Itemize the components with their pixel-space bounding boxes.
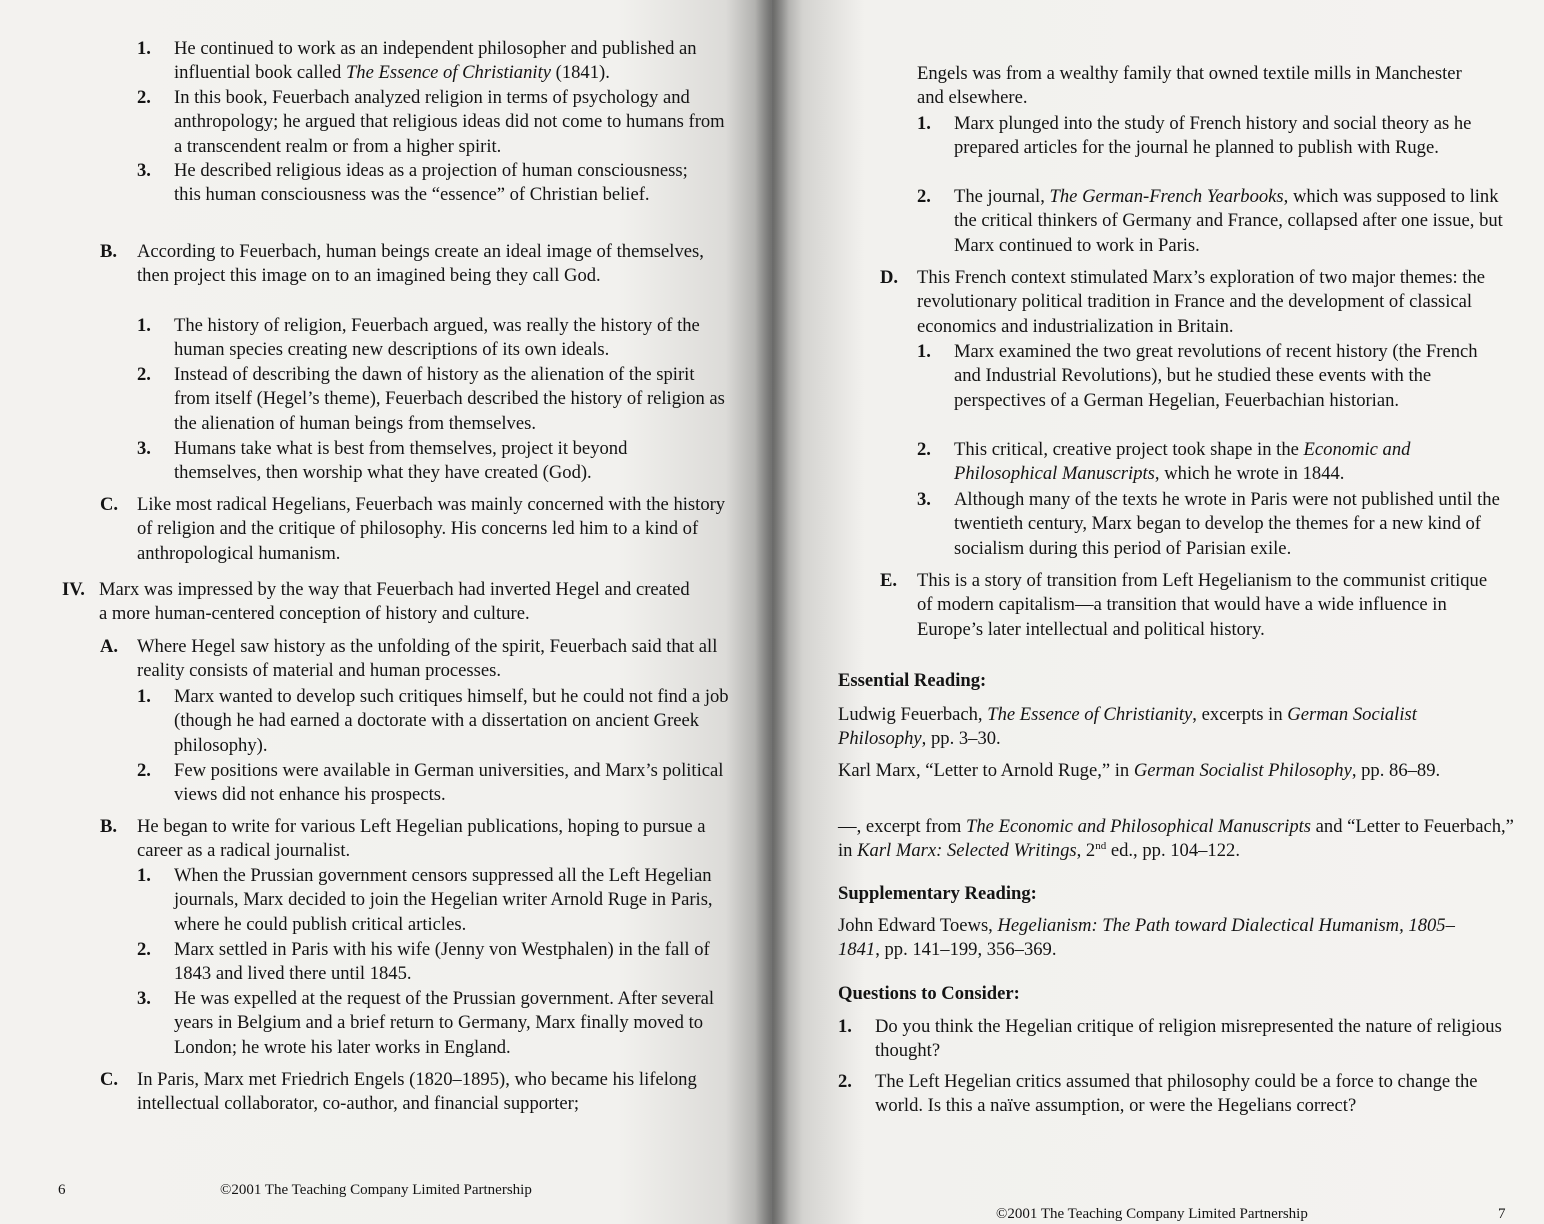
item-text: Where Hegel saw history as the unfolding of the spirit, Feuerbach said that all reality consists of material and human processes. xyxy=(137,636,718,682)
item-marker: 3. xyxy=(137,160,151,181)
book-title: German Socialist Philosophy xyxy=(838,704,1417,750)
supplementary-reading-heading: Supplementary Reading: xyxy=(838,883,1037,904)
item-text: Marx wanted to develop such critiques himself, but he could not find a job (though he had earned a doctorate with a dissertation on ancient Greek philosophy). xyxy=(174,686,729,756)
item-marker: 2. xyxy=(137,760,151,781)
question-item xyxy=(838,1015,1518,1064)
reading-entry xyxy=(838,815,1518,864)
item-marker: 2. xyxy=(137,364,151,385)
item-text: Like most radical Hegelians, Feuerbach was mainly concerned with the history of religion and the critique of philosophy. His concerns led him to a kind of anthropological humanism. xyxy=(137,494,726,564)
item-marker: 1. xyxy=(137,686,151,707)
book-title: Karl Marx: Selected Writings xyxy=(857,840,1077,862)
list-item xyxy=(880,266,1510,339)
item-text: In Paris, Marx met Friedrich Engels (1820–1895), who became his lifelong intellectual collaborator, co-author, and financial supporter; xyxy=(137,1069,697,1115)
item-text: When the Prussian government censors suppressed all the Left Hegelian journals, Marx decided to join the Hegelian writer Arnold Ruge in Paris, where he could publish critical articles. xyxy=(174,865,713,935)
item-marker: B. xyxy=(100,241,118,262)
journal-title: The German-French Yearbooks xyxy=(1049,186,1284,207)
item-text: This critical, creative project took shape in the xyxy=(954,439,1304,460)
list-item xyxy=(917,112,1517,161)
list-item xyxy=(100,815,720,864)
right-page xyxy=(772,0,1544,1224)
superscript: nd xyxy=(1095,840,1107,853)
item-marker: B. xyxy=(100,816,118,837)
list-item xyxy=(137,363,727,436)
list-item xyxy=(137,938,727,987)
item-text: Engels was from a wealthy family that owned textile mills in Manchester and elsewhere. xyxy=(917,63,1462,109)
list-item xyxy=(100,240,720,289)
item-text: This French context stimulated Marx’s exploration of two major themes: the revolutionary political tradition in France and the development of classical economics and industrialization in Britain. xyxy=(917,267,1486,337)
entry-text: Karl Marx, “Letter to Arnold Ruge,” in xyxy=(838,760,1134,781)
work-title: Economic and Philosophical Manuscripts xyxy=(954,439,1411,485)
entry-text: and “Letter to Feuerbach,” in xyxy=(838,816,1514,862)
item-marker: D. xyxy=(880,267,899,288)
entry-text: , 2 xyxy=(1076,840,1096,862)
item-text: Marx was impressed by the way that Feuerbach had inverted Hegel and created a more human-centered conception of history and culture. xyxy=(99,579,690,625)
list-item xyxy=(880,569,1500,642)
list-item xyxy=(137,37,737,86)
list-item xyxy=(100,635,730,684)
item-text: According to Feuerbach, human beings create an ideal image of themselves, then project this image on to an imagined being they call God. xyxy=(137,241,704,287)
item-text: Humans take what is best from themselves, project it beyond themselves, then worship what they have created (God). xyxy=(174,438,628,484)
book-title: The Essence of Christianity xyxy=(987,704,1193,725)
essential-reading-heading: Essential Reading: xyxy=(838,670,987,691)
item-text: Marx examined the two great revolutions of recent history (the French and Industrial Revolutions), but he studied these events with the perspectives of a German Hegelian, Feuerbachian historian. xyxy=(954,341,1478,411)
item-marker: 2. xyxy=(137,87,151,108)
page-number: 7 xyxy=(1498,1206,1506,1222)
book-title: The Economic and Philosophical Manuscripts xyxy=(966,816,1312,837)
item-text: Instead of describing the dawn of history as the alienation of the spirit from itself (Hegel’s theme), Feuerbach described the history of religion as the alienation of human beings from themselves. xyxy=(174,364,725,434)
footer-copyright: ©2001 The Teaching Company Limited Partnership xyxy=(220,1182,532,1198)
entry-text: , excerpts in xyxy=(1192,704,1288,725)
question-marker: 1. xyxy=(838,1016,852,1037)
item-text: Few positions were available in German universities, and Marx’s political views did not enhance his prospects. xyxy=(174,760,724,806)
footer-copyright: ©2001 The Teaching Company Limited Partnership xyxy=(996,1206,1308,1222)
entry-text: , pp. 3–30. xyxy=(921,728,1001,750)
list-item xyxy=(917,62,1487,111)
list-item xyxy=(137,159,697,208)
item-text: , which he wrote in 1844. xyxy=(1154,463,1345,485)
list-item xyxy=(137,86,727,159)
list-item xyxy=(137,864,737,937)
book-gutter xyxy=(755,0,789,1224)
item-marker: A. xyxy=(100,636,119,657)
item-marker: 1. xyxy=(917,341,931,362)
entry-text: Ludwig Feuerbach, xyxy=(838,704,988,725)
item-text: Although many of the texts he wrote in Paris were not published until the twentieth century, Marx began to develop the themes for a new kind of socialism during this period of Parisian exile. xyxy=(954,489,1500,559)
item-marker: C. xyxy=(100,1069,119,1090)
item-text: , which was supposed to link the critical thinkers of Germany and France, collapsed after one issue, but Marx continued to work in Paris. xyxy=(954,186,1503,256)
item-marker: 2. xyxy=(917,186,931,207)
item-marker: 2. xyxy=(917,439,931,460)
book-title: The Essence of Christianity xyxy=(345,62,551,84)
item-text: He was expelled at the request of the Prussian government. After several years in Belgium and a brief return to Germany, Marx finally moved to London; he wrote his later works in England. xyxy=(174,988,715,1058)
list-item xyxy=(137,759,727,808)
page-number: 6 xyxy=(58,1182,66,1198)
list-item xyxy=(100,493,730,566)
item-marker: 3. xyxy=(137,438,151,459)
list-item xyxy=(917,340,1487,413)
item-marker: 1. xyxy=(137,865,151,886)
list-item xyxy=(917,438,1487,487)
item-marker: E. xyxy=(880,570,898,591)
book-title: Hegelianism: The Path toward Dialectical Humanism, 1805–1841 xyxy=(838,915,1455,961)
item-marker: 2. xyxy=(137,939,151,960)
entry-text: , pp. 141–199, 356–369. xyxy=(875,939,1057,961)
list-item xyxy=(137,314,737,363)
entry-text: ed., pp. 104–122. xyxy=(1106,840,1240,862)
item-marker: C. xyxy=(100,494,119,515)
list-item xyxy=(100,1068,710,1117)
list-item xyxy=(917,185,1517,258)
item-text: Marx settled in Paris with his wife (Jenny von Westphalen) in the fall of 1843 and lived there until 1845. xyxy=(174,939,710,985)
entry-text: John Edward Toews, xyxy=(838,915,998,936)
item-text: He continued to work as an independent philosopher and published an influential book called xyxy=(174,38,697,84)
reading-entry xyxy=(838,914,1488,963)
item-text: Marx plunged into the study of French history and social theory as he prepared articles for the journal he planned to publish with Ruge. xyxy=(954,113,1472,159)
question-item xyxy=(838,1070,1518,1119)
list-item xyxy=(62,578,702,627)
question-text: Do you think the Hegelian critique of religion misrepresented the nature of religious thought? xyxy=(875,1016,1502,1062)
entry-text: —, excerpt from xyxy=(838,816,967,837)
item-text: The history of religion, Feuerbach argued, was really the history of the human species creating new descriptions of its own ideals. xyxy=(174,315,700,361)
item-marker: 3. xyxy=(137,988,151,1009)
item-marker: 1. xyxy=(917,113,931,134)
book-title: German Socialist Philosophy xyxy=(1133,760,1352,781)
item-marker: 3. xyxy=(917,489,931,510)
section-marker: IV. xyxy=(62,579,85,600)
item-text: He described religious ideas as a projection of human consciousness; this human consciousness was the “essence” of Christian belief. xyxy=(174,160,688,206)
item-text: This is a story of transition from Left Hegelianism to the communist critique of modern capitalism—a transition that would have a wide influence in Europe’s later intellectual and political history. xyxy=(917,570,1488,640)
item-text: (1841). xyxy=(550,62,610,84)
list-item xyxy=(137,437,707,486)
item-marker: 1. xyxy=(137,38,151,59)
question-text: The Left Hegelian critics assumed that philosophy could be a force to change the world. Is this a naïve assumption, or were the Hegelians correct? xyxy=(875,1071,1478,1117)
question-marker: 2. xyxy=(838,1071,852,1092)
item-text: The journal, xyxy=(954,186,1050,207)
questions-heading: Questions to Consider: xyxy=(838,983,1020,1004)
item-text: He began to write for various Left Hegelian publications, hoping to pursue a career as a radical journalist. xyxy=(137,816,706,862)
item-marker: 1. xyxy=(137,315,151,336)
list-item xyxy=(917,488,1517,561)
list-item xyxy=(137,685,732,758)
item-text: In this book, Feuerbach analyzed religion in terms of psychology and anthropology; he argued that religious ideas did not come to humans from a transcendent realm or from a higher spirit. xyxy=(174,87,725,157)
reading-entry xyxy=(838,759,1498,783)
reading-entry xyxy=(838,703,1488,752)
entry-text: , pp. 86–89. xyxy=(1351,760,1441,781)
list-item xyxy=(137,987,727,1060)
